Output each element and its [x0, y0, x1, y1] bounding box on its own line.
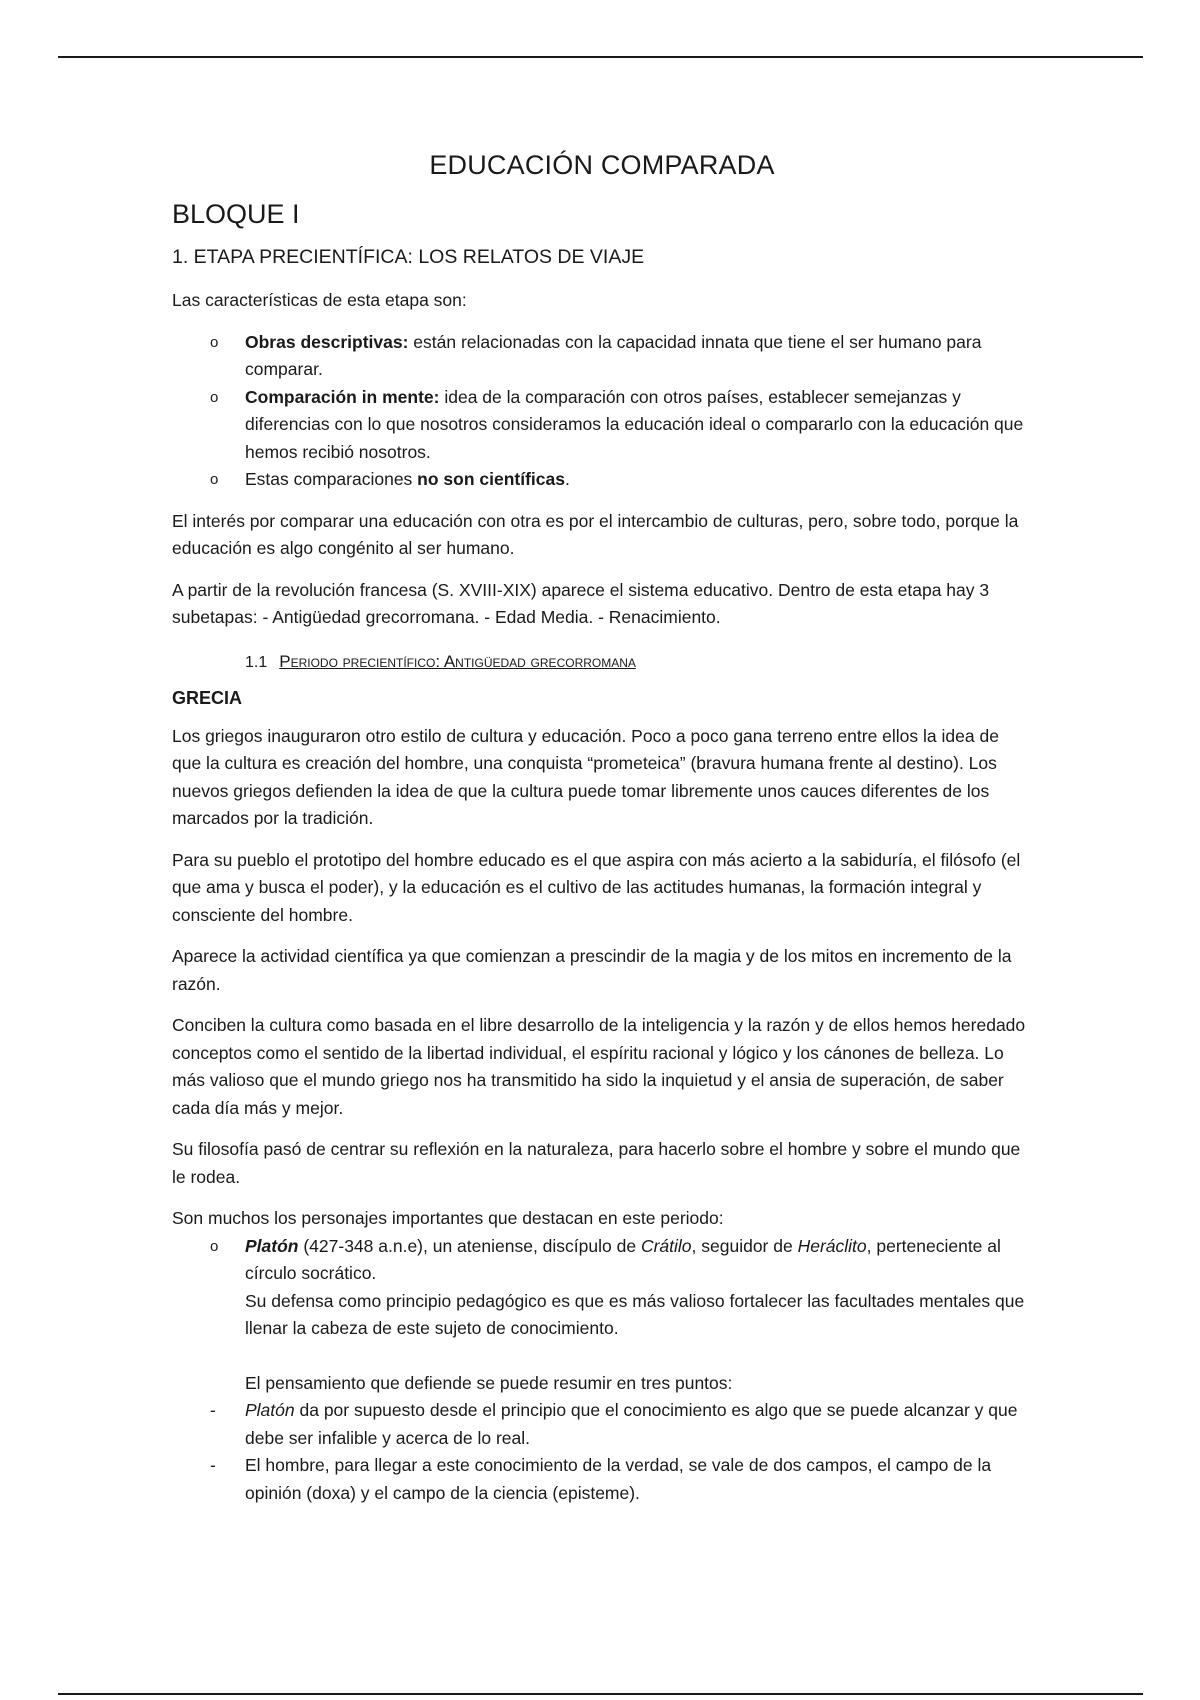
platon-text: (427-348 a.n.e), un ateniense, discípulo de [298, 1235, 641, 1256]
characteristics-list [172, 329, 1032, 494]
platon-name: Platón [245, 1400, 295, 1420]
subsection-heading [245, 652, 1032, 672]
document-body [172, 140, 1032, 1507]
term-bold: no son científicas [417, 469, 565, 489]
list-item [172, 384, 1032, 467]
intro-paragraph: Las características de esta etapa son: [172, 290, 467, 310]
circle-bullet-icon: o [210, 471, 219, 488]
grecia-paragraph: Para su pueblo el prototipo del hombre educado es el que aspira con más acierto a la sabiduría, el filósofo (el que ama y busca el poder), y la educación es el cultivo de las actitudes humanas, la formación integral y consciente del hombre. [172, 849, 1021, 925]
header-rule [58, 56, 1143, 58]
platon-name: Platón [245, 1235, 299, 1256]
term-text: están relacionadas con la capacidad innata que tiene el ser humano para comparar. [245, 331, 982, 379]
circle-bullet-icon: o [210, 333, 219, 351]
platon-text: , seguidor de [691, 1235, 798, 1256]
grecia-paragraph: Aparece la actividad científica ya que comienzan a prescindir de la magia y de los mitos en incremento de la razón. [172, 946, 1012, 994]
section-heading: 1. ETAPA PRECIENTÍFICA: LOS RELATOS DE VIAJE [172, 246, 645, 268]
grecia-paragraph: Su filosofía pasó de centrar su reflexión en la naturaleza, para hacerlo sobre el hombre y sobre el mundo que le rodea. [172, 1139, 1021, 1187]
list-item-platon [172, 1233, 1032, 1398]
point-text: da por supuesto desde el principio que el conocimiento es algo que se puede alcanzar y que debe ser infalible y acerca de lo real. [245, 1400, 1018, 1448]
term-text: . [564, 469, 570, 489]
platon-text: , perteneciente al círculo socrático. [245, 1235, 1001, 1283]
personajes-intro: Son muchos los personajes importantes que destacan en este periodo: [172, 1208, 724, 1228]
circle-bullet-icon: o [210, 388, 219, 406]
grecia-paragraph: Los griegos inauguraron otro estilo de cultura y educación. Poco a poco gana terreno entre ellos la idea de que la cultura es creación del hombre, una conquista “prometeica” (bravura humana frente al destino). Los nuevos griegos defienden la idea de que la cultura puede tomar libremente unos cauces diferentes de los marcados por la tradición. [172, 725, 999, 828]
cratilo-name: Crátilo [640, 1235, 692, 1256]
dash-bullet-icon: - [210, 1400, 216, 1420]
list-item [172, 1452, 1032, 1507]
term-text: Estas comparaciones [245, 469, 418, 489]
subsection-label: Periodo precientífico: Antigüedad grecorromana [279, 651, 636, 671]
list-item [172, 1397, 1032, 1452]
bloque-heading: BLOQUE I [172, 199, 300, 229]
paragraph-revolucion: A partir de la revolución francesa (S. XVIII-XIX) aparece el sistema educativo. Dentro de esta etapa hay 3 subetapas: - Antigüedad grecorromana. - Edad Media. - Renacimiento. [172, 579, 990, 627]
grecia-heading: GRECIA [172, 687, 243, 708]
term-text: idea de la comparación con otros países, establecer semejanzas y diferencias con lo que nosotros consideramos la educación ideal o compararlo con la educación que hemos recibió nosotros. [245, 386, 1024, 462]
term-bold: Obras descriptivas: [245, 331, 409, 352]
list-item [172, 466, 1032, 494]
paragraph-interes: El interés por comparar una educación con otra es por el intercambio de culturas, pero, sobre todo, porque la educación es algo congénito al ser humano. [172, 510, 1019, 558]
list-item [172, 329, 1032, 384]
platon-defensa: Su defensa como principio pedagógico es que es más valioso fortalecer las facultades mentales que llenar la cabeza de este sujeto de conocimiento. [245, 1290, 1025, 1338]
platon-pensamiento: El pensamiento que defiende se puede resumir en tres puntos: [245, 1372, 733, 1393]
subsection-number: 1.1 [245, 653, 268, 671]
document-title: EDUCACIÓN COMPARADA [429, 150, 775, 180]
points-list [172, 1397, 1032, 1507]
spacer [245, 1343, 1032, 1370]
circle-bullet-icon: o [210, 1237, 219, 1255]
heraclito-name: Heráclito [797, 1235, 867, 1256]
personajes-list [172, 1233, 1032, 1398]
dash-bullet-icon: - [210, 1455, 216, 1475]
grecia-paragraph: Conciben la cultura como basada en el libre desarrollo de la inteligencia y la razón y de ellos hemos heredado conceptos como el sentido de la libertad individual, el espíritu racional y lógico y los cánones de belleza. Lo más valioso que el mundo griego nos ha transmitido ha sido la inquietud y el ansia de superación, de saber cada día más y mejor. [172, 1015, 1026, 1118]
point-text: El hombre, para llegar a este conocimiento de la verdad, se vale de dos campos, el campo de la opinión (doxa) y el campo de la ciencia (episteme). [245, 1455, 992, 1503]
footer-rule [58, 1693, 1143, 1695]
term-bold: Comparación in mente: [245, 386, 440, 407]
